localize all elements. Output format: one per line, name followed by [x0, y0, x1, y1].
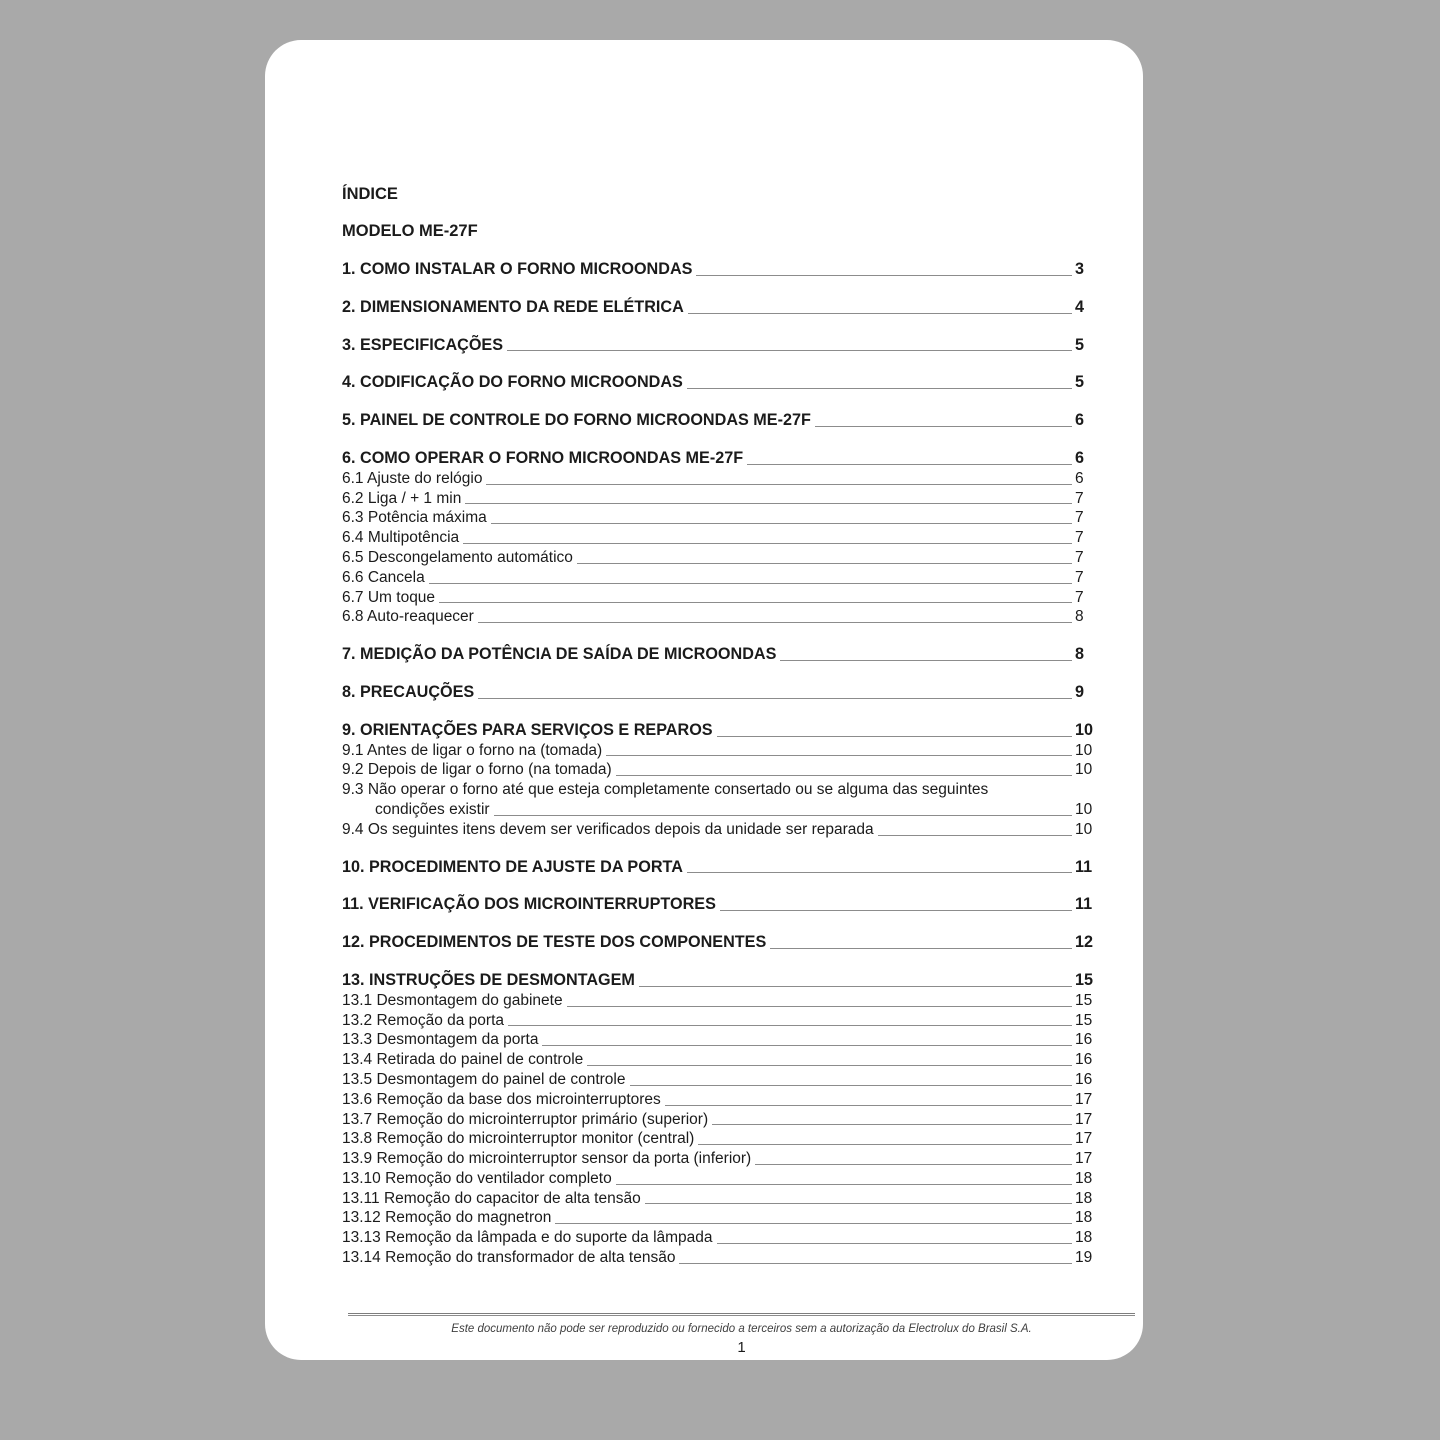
toc-entry [342, 1011, 1101, 1031]
toc-entry-page: 7 [1075, 548, 1084, 566]
toc-entry-page: 17 [1075, 1090, 1093, 1108]
toc-entry [342, 971, 1101, 991]
toc-entry-label: 13.4 Retirada do painel de controle [342, 1051, 584, 1069]
toc-entry [342, 1208, 1101, 1228]
toc-entry-label: 7. MEDIÇÃO DA POTÊNCIA DE SAÍDA DE MICROONDAS [342, 645, 777, 664]
toc-entry-page: 4 [1075, 297, 1085, 316]
toc-entry-page: 9 [1075, 682, 1085, 701]
toc-leader-line [555, 1223, 1072, 1224]
toc-leader-line [606, 755, 1072, 756]
toc-leader-line [698, 1144, 1072, 1145]
toc-entry-label: 6. COMO OPERAR O FORNO MICROONDAS ME-27F [342, 448, 744, 467]
toc-leader-line [712, 1124, 1072, 1125]
toc-leader-line [567, 1006, 1072, 1007]
toc-entry-page: 11 [1075, 857, 1093, 876]
toc-entry-label: 13.14 Remoção do transformador de alta tensão [342, 1249, 676, 1267]
toc-entry-label: 13.11 Remoção do capacitor de alta tensão [342, 1189, 641, 1207]
toc-leader-line [508, 1025, 1072, 1026]
toc-entry-page: 6 [1075, 411, 1085, 430]
toc-leader-line [463, 543, 1072, 544]
toc-entry [342, 1090, 1101, 1110]
toc-entry-page: 8 [1075, 608, 1084, 626]
toc-entry-page: 16 [1075, 1070, 1093, 1088]
toc-leader-line [645, 1203, 1072, 1204]
toc-entry-list [342, 260, 1101, 1268]
toc-entry [342, 508, 1101, 528]
toc-entry-page: 7 [1075, 489, 1084, 507]
toc-entry-page: 10 [1075, 720, 1094, 739]
toc-leader-line [478, 622, 1072, 623]
toc-entry-page: 5 [1075, 373, 1085, 392]
toc-entry-label: 1. COMO INSTALAR O FORNO MICROONDAS [342, 260, 693, 278]
toc-entry-page: 10 [1075, 741, 1093, 759]
toc-leader-line [679, 1263, 1072, 1264]
toc-entry [342, 933, 1101, 953]
toc-entry [342, 489, 1101, 509]
document-page [265, 40, 1143, 1360]
toc-entry-page: 18 [1075, 1169, 1093, 1187]
toc-entry [342, 991, 1101, 1011]
toc-entry [342, 645, 1101, 665]
toc-entry-label: 6.6 Cancela [342, 568, 425, 586]
toc-entry [342, 1050, 1101, 1070]
toc-entry-label: 6.7 Um toque [342, 588, 436, 606]
toc-entry [342, 721, 1101, 741]
footer-divider [348, 1313, 1135, 1316]
toc-leader-line [755, 1164, 1072, 1165]
toc-leader-line [815, 426, 1072, 427]
toc-entry [342, 1169, 1101, 1189]
toc-leader-line [878, 835, 1072, 836]
toc-entry-label: 13.6 Remoção da base dos microinterruptores [342, 1090, 661, 1108]
toc-entry [342, 568, 1101, 588]
toc-entry [342, 1129, 1101, 1149]
toc-entry [342, 607, 1101, 627]
toc-leader-line [494, 815, 1072, 816]
toc-entry-page: 5 [1075, 335, 1085, 354]
toc-entry-page: 7 [1075, 509, 1084, 527]
toc-leader-line [720, 910, 1072, 911]
toc-entry-label: 13.7 Remoção do microinterruptor primário (superior) [342, 1110, 709, 1128]
toc-entry-label: 6.8 Auto-reaquecer [342, 608, 474, 626]
toc-entry [342, 858, 1101, 878]
toc-entry-page: 11 [1075, 895, 1093, 914]
toc-entry-page: 7 [1075, 568, 1084, 586]
toc-entry [342, 1189, 1101, 1209]
toc-entry-page: 15 [1075, 991, 1093, 1009]
toc-entry [342, 895, 1101, 915]
toc-entry-label: 13.2 Remoção da porta [342, 1011, 504, 1029]
table-of-contents [265, 40, 1143, 1268]
toc-entry-label: 6.3 Potência máxima [342, 509, 487, 527]
toc-leader-line [696, 275, 1072, 276]
toc-entry-page: 18 [1075, 1229, 1093, 1247]
toc-entry-label: 9.3 Não operar o forno até que esteja completamente consertado ou se alguma das seguintes [342, 781, 989, 799]
toc-entry [342, 548, 1101, 568]
toc-entry [342, 1110, 1101, 1130]
toc-entry-label: 10. PROCEDIMENTO DE AJUSTE DA PORTA [342, 857, 683, 876]
toc-entry [342, 780, 1101, 800]
toc-entry-label: 13.10 Remoção do ventilador completo [342, 1169, 612, 1187]
toc-leader-line [587, 1065, 1072, 1066]
toc-entry-label: 6.1 Ajuste do relógio [342, 469, 483, 487]
page-number: 1 [737, 1339, 746, 1356]
toc-entry-label: 13.13 Remoção da lâmpada e do suporte da lâmpada [342, 1229, 713, 1247]
toc-entry-label: 9.1 Antes de ligar o forno na (tomada) [342, 741, 603, 759]
toc-title: ÍNDICE [342, 185, 398, 203]
toc-entry-label: 5. PAINEL DE CONTROLE DO FORNO MICROONDAS ME-27F [342, 411, 811, 430]
toc-entry-page: 18 [1075, 1189, 1093, 1207]
toc-leader-line [717, 736, 1072, 737]
toc-leader-line [665, 1105, 1072, 1106]
toc-leader-line [478, 698, 1072, 699]
toc-leader-line [439, 602, 1072, 603]
toc-entry-label: 8. PRECAUÇÕES [342, 682, 475, 701]
toc-entry [342, 683, 1101, 703]
toc-entry-page: 10 [1075, 761, 1093, 779]
toc-entry [342, 741, 1101, 761]
toc-entry [342, 411, 1101, 431]
toc-entry [342, 260, 1101, 280]
footer-disclaimer: Este documento não pode ser reproduzido ou fornecido a terceiros sem a autorização da Electrolux do Brasil S.A. [451, 1323, 1032, 1335]
toc-entry-page: 17 [1075, 1150, 1093, 1168]
toc-entry [342, 1070, 1101, 1090]
toc-entry-label: 12. PROCEDIMENTOS DE TESTE DOS COMPONENTES [342, 933, 767, 952]
toc-leader-line [542, 1045, 1072, 1046]
toc-entry-label: 9.2 Depois de ligar o forno (na tomada) [342, 761, 612, 779]
toc-leader-line [687, 872, 1072, 873]
toc-leader-line [780, 660, 1072, 661]
toc-entry-label: 11. VERIFICAÇÃO DOS MICROINTERRUPTORES [342, 895, 716, 914]
toc-entry [342, 1248, 1101, 1268]
toc-entry-page: 17 [1075, 1110, 1093, 1128]
toc-entry [342, 800, 1101, 820]
toc-leader-line [507, 350, 1072, 351]
toc-entry [342, 469, 1101, 489]
toc-entry-label: 13.1 Desmontagem do gabinete [342, 991, 563, 1009]
toc-entry-label: 6.2 Liga / + 1 min [342, 489, 462, 507]
toc-leader-line [747, 464, 1072, 465]
toc-leader-line [616, 1184, 1072, 1185]
toc-leader-line [429, 583, 1072, 584]
toc-entry [342, 336, 1101, 356]
page-footer [265, 1313, 1143, 1360]
toc-entry [342, 298, 1101, 318]
toc-entry-page: 15 [1075, 970, 1094, 989]
toc-leader-line [770, 948, 1072, 949]
toc-leader-line [491, 523, 1072, 524]
toc-entry-page: 6 [1075, 469, 1084, 487]
toc-entry [342, 1030, 1101, 1050]
toc-entry [342, 373, 1101, 393]
toc-entry [342, 528, 1101, 548]
toc-leader-line [465, 503, 1072, 504]
toc-entry-page: 16 [1075, 1051, 1093, 1069]
toc-leader-line [639, 986, 1072, 987]
toc-entry-page: 7 [1075, 529, 1084, 547]
toc-leader-line [630, 1085, 1073, 1086]
toc-entry-label: 6.4 Multipotência [342, 529, 460, 547]
toc-leader-line [688, 313, 1072, 314]
toc-entry [342, 449, 1101, 469]
toc-leader-line [717, 1243, 1072, 1244]
toc-entry-label: 13. INSTRUÇÕES DE DESMONTAGEM [342, 970, 635, 989]
toc-entry-page: 8 [1075, 645, 1085, 664]
toc-entry [342, 588, 1101, 608]
toc-entry-page: 16 [1075, 1031, 1093, 1049]
toc-entry-label: condições existir [375, 800, 490, 818]
toc-entry [342, 1149, 1101, 1169]
toc-entry-page: 19 [1075, 1249, 1093, 1267]
toc-entry-label: 13.3 Desmontagem da porta [342, 1031, 539, 1049]
toc-entry-page: 6 [1075, 448, 1085, 467]
toc-entry-page: 7 [1075, 588, 1084, 606]
toc-leader-line [486, 484, 1072, 485]
toc-entry-label: 9.4 Os seguintes itens devem ser verificados depois da unidade ser reparada [342, 820, 874, 838]
toc-entry-label: 9. ORIENTAÇÕES PARA SERVIÇOS E REPAROS [342, 720, 713, 739]
toc-leader-line [687, 388, 1072, 389]
toc-entry-label: 13.9 Remoção do microinterruptor sensor da porta (inferior) [342, 1150, 752, 1168]
toc-leader-line [577, 563, 1072, 564]
toc-entry [342, 1228, 1101, 1248]
toc-entry-page: 17 [1075, 1130, 1093, 1148]
toc-entry-label: 13.8 Remoção do microinterruptor monitor (central) [342, 1130, 695, 1148]
toc-model-subtitle: MODELO ME-27F [342, 222, 478, 240]
toc-entry-label: 2. DIMENSIONAMENTO DA REDE ELÉTRICA [342, 297, 684, 316]
toc-entry-page: 10 [1075, 800, 1093, 818]
toc-entry-page: 12 [1075, 933, 1094, 952]
toc-entry [342, 760, 1101, 780]
toc-entry-label: 13.5 Desmontagem do painel de controle [342, 1070, 626, 1088]
toc-entry-label: 4. CODIFICAÇÃO DO FORNO MICROONDAS [342, 373, 683, 392]
toc-entry-label: 3. ESPECIFICAÇÕES [342, 335, 504, 354]
toc-leader-line [616, 775, 1072, 776]
toc-entry-page: 10 [1075, 820, 1093, 838]
toc-entry-page: 15 [1075, 1011, 1093, 1029]
toc-entry-label: 13.12 Remoção do magnetron [342, 1209, 552, 1227]
toc-entry-label: 6.5 Descongelamento automático [342, 548, 573, 566]
toc-entry [342, 820, 1101, 840]
toc-entry-page: 18 [1075, 1209, 1093, 1227]
toc-entry-page: 3 [1075, 260, 1085, 278]
